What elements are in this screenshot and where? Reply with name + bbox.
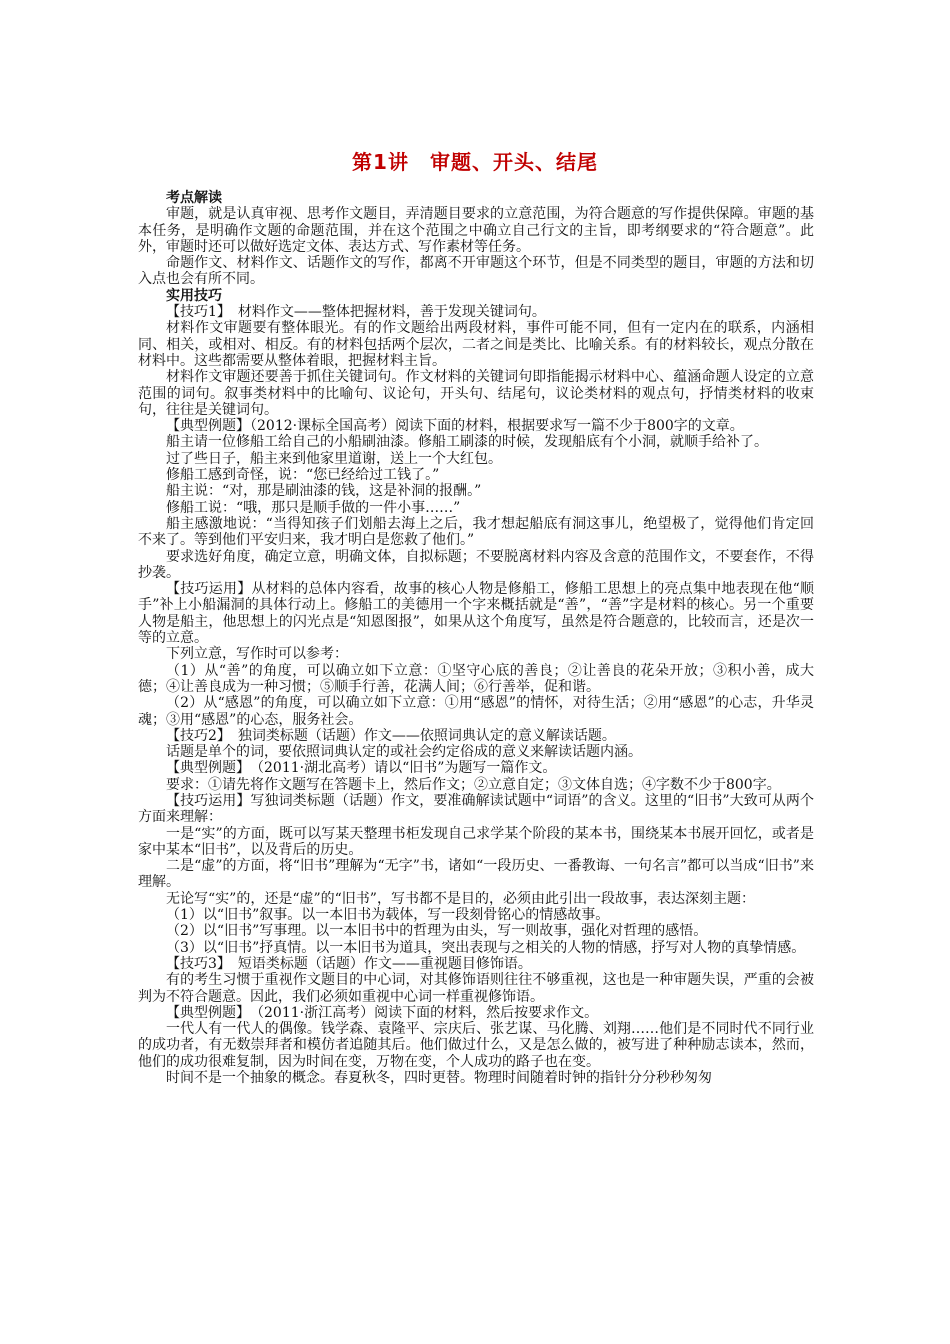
paragraph: 修船工感到奇怪，说：“您已经给过工钱了。” [166, 467, 440, 484]
paragraph: 过了些日子，船主来到他家里道谢，送上一个大红包。 [166, 450, 502, 467]
paragraph: 【技巧1】 材料作文——整体把握材料，善于发现关键词句。 [166, 304, 546, 321]
section-heading: 考点解读 [166, 190, 222, 206]
paragraph: 一代人有一代人的偶像。钱学森、袁隆平、宗庆后、张艺谋、马化腾、刘翔……他们是不同时代不同行业的成功者，有无数崇拜者和模仿者追随其后。他们做过什么，又是怎么做的，被写进了种种励志读本，然而，他们的成功很难复制，因为时间在变，万物在变，个人成功的路子也在变。 [138, 1021, 814, 1070]
paragraph: 【典型例题】 （2011·湖北高考）请以“旧书”为题写一篇作文。 [166, 760, 557, 777]
paragraph: 【技巧3】 短语类标题（话题）作文——重视题目修饰语。 [166, 955, 532, 972]
paragraph: 【典型例题】（2012·课标全国高考）阅读下面的材料，根据要求写一篇不少于800字的文章。 [166, 418, 744, 435]
paragraph: 修船工说：“哦，那只是顺手做的一件小事……” [166, 499, 461, 516]
paragraph: 材料作文审题要有整体眼光。有的作文题给出两段材料，事件可能不同，但有一定内在的联系，内涵相同、相关，或相对、相反。有的材料包括两个层次，二者之间是类比、比喻关系。有的材料较长，观点分散在材料中。这些都需要从整体着眼，把握材料主旨。 [138, 320, 814, 369]
paragraph: 时间不是一个抽象的概念。春夏秋冬，四时更替。物理时间随着时钟的指针分分秒秒匆匆 [166, 1070, 712, 1087]
paragraph: （1）从“善”的角度，可以确立如下立意：①坚守心底的善良；②让善良的花朵开放；③积小善，成大德；④让善良成为一种习惯；⑤顺手行善，花满人间；⑥行善举，促和谐。 [138, 662, 814, 695]
paragraph: 要求选好角度，确定立意，明确文体，自拟标题；不要脱离材料内容及含意的范围作文，不要套作，不得抄袭。 [138, 548, 814, 581]
paragraph: 二是“虚”的方面，将“旧书”理解为“无字”书，诸如“一段历史、一番教诲、一句名言”都可以当成“旧书”来理解。 [138, 858, 814, 891]
document-body [138, 190, 814, 1086]
paragraph: 材料作文审题还要善于抓住关键词句。作文材料的关键词句即指能揭示材料中心、蕴涵命题人设定的立意范围的词句。叙事类材料中的比喻句、议论句，开头句、结尾句，议论类材料的观点句，抒情类材料的收束句，往往是关键词句。 [138, 369, 814, 418]
paragraph: 【技巧运用】从材料的总体内容看，故事的核心人物是修船工，修船工思想上的亮点集中地表现在他“顺手”补上小船漏洞的具体行动上。修船工的美德用一个字来概括就是“善”，“善”字是材料的核心。另一个重要人物是船主，他思想上的闪光点是“知恩图报”，如果从这个角度写，虽然是符合题意的，比较而言，还是次一等的立意。 [138, 581, 814, 647]
paragraph: 命题作文、材料作文、话题作文的写作，都离不开审题这个环节，但是不同类型的题目，审题的方法和切入点也会有所不同。 [138, 255, 814, 288]
paragraph: 船主感激地说：“当得知孩子们划船去海上之后，我才想起船底有洞这事儿，绝望极了，觉得他们肯定回不来了。等到他们平安归来，我才明白是您救了他们。” [138, 515, 814, 549]
paragraph: 【典型例题】 （2011·浙江高考）阅读下面的材料，然后按要求作文。 [166, 1004, 599, 1021]
paragraph: （2）从“感恩”的角度，可以确立如下立意：①用“感恩”的情怀，对待生活；②用“感恩”的心志，升华灵魂；③用“感恩”的心态，服务社会。 [138, 695, 814, 728]
paragraph: 船主说：“对，那是刷油漆的钱，这是补洞的报酬。” [166, 483, 482, 500]
paragraph: 要求：①请先将作文题写在答题卡上，然后作文；②立意自定；③文体自选；④字数不少于800字。 [166, 776, 781, 793]
paragraph: （3）以“旧书”抒真情。以一本旧书为道具，突出表现与之相关的人物的情感，抒写对人物的真挚情感。 [166, 939, 806, 956]
paragraph: 有的考生习惯于重视作文题目的中心词，对其修饰语则往往不够重视，这也是一种审题失误，严重的会被判为不符合题意。因此，我们必须如重视中心词一样重视修饰语。 [138, 972, 814, 1005]
paragraph: 无论写“实”的，还是“虚”的“旧书”，写书都不是目的，必须由此引出一段故事，表达深刻主题： [166, 890, 755, 907]
paragraph: 下列立意，写作时可以参考： [166, 646, 348, 663]
page-title: 第1讲 审题、开头、结尾 [352, 150, 598, 174]
paragraph: 【技巧2】 独词类标题（话题）作文——依照词典认定的意义解读话题。 [166, 727, 616, 744]
paragraph: 【技巧运用】写独词类标题（话题）作文，要准确解读试题中“词语”的含义。这里的“旧书”大致可从两个方面来理解： [138, 792, 814, 826]
paragraph: 话题是单个的词，要依照词典认定的或社会约定俗成的意义来解读话题内涵。 [166, 744, 642, 761]
paragraph: 一是“实”的方面，既可以写某天整理书柜发现自己求学某个阶段的某本书，围绕某本书展开回忆，或者是家中某本“旧书”，以及背后的历史。 [138, 825, 814, 858]
paragraph: 审题，就是认真审视、思考作文题目，弄清题目要求的立意范围，为符合题意的写作提供保障。审题的基本任务，是明确作文题的命题范围，并在这个范围之中确立自己行文的主旨，即考纲要求的“符合题意”。此外，审题时还可以做好选定文体、表达方式、写作素材等任务。 [138, 206, 814, 255]
paragraph: （2）以“旧书”写事理。以一本旧书中的哲理为由头，写一则故事，强化对哲理的感悟。 [166, 923, 708, 940]
paragraph: 船主请一位修船工给自己的小船刷油漆。修船工刷漆的时候，发现船底有个小洞，就顺手给补了。 [166, 434, 768, 451]
paragraph: （1）以“旧书”叙事。以一本旧书为载体，写一段刻骨铭心的情感故事。 [166, 907, 610, 924]
section-heading: 实用技巧 [166, 287, 222, 304]
